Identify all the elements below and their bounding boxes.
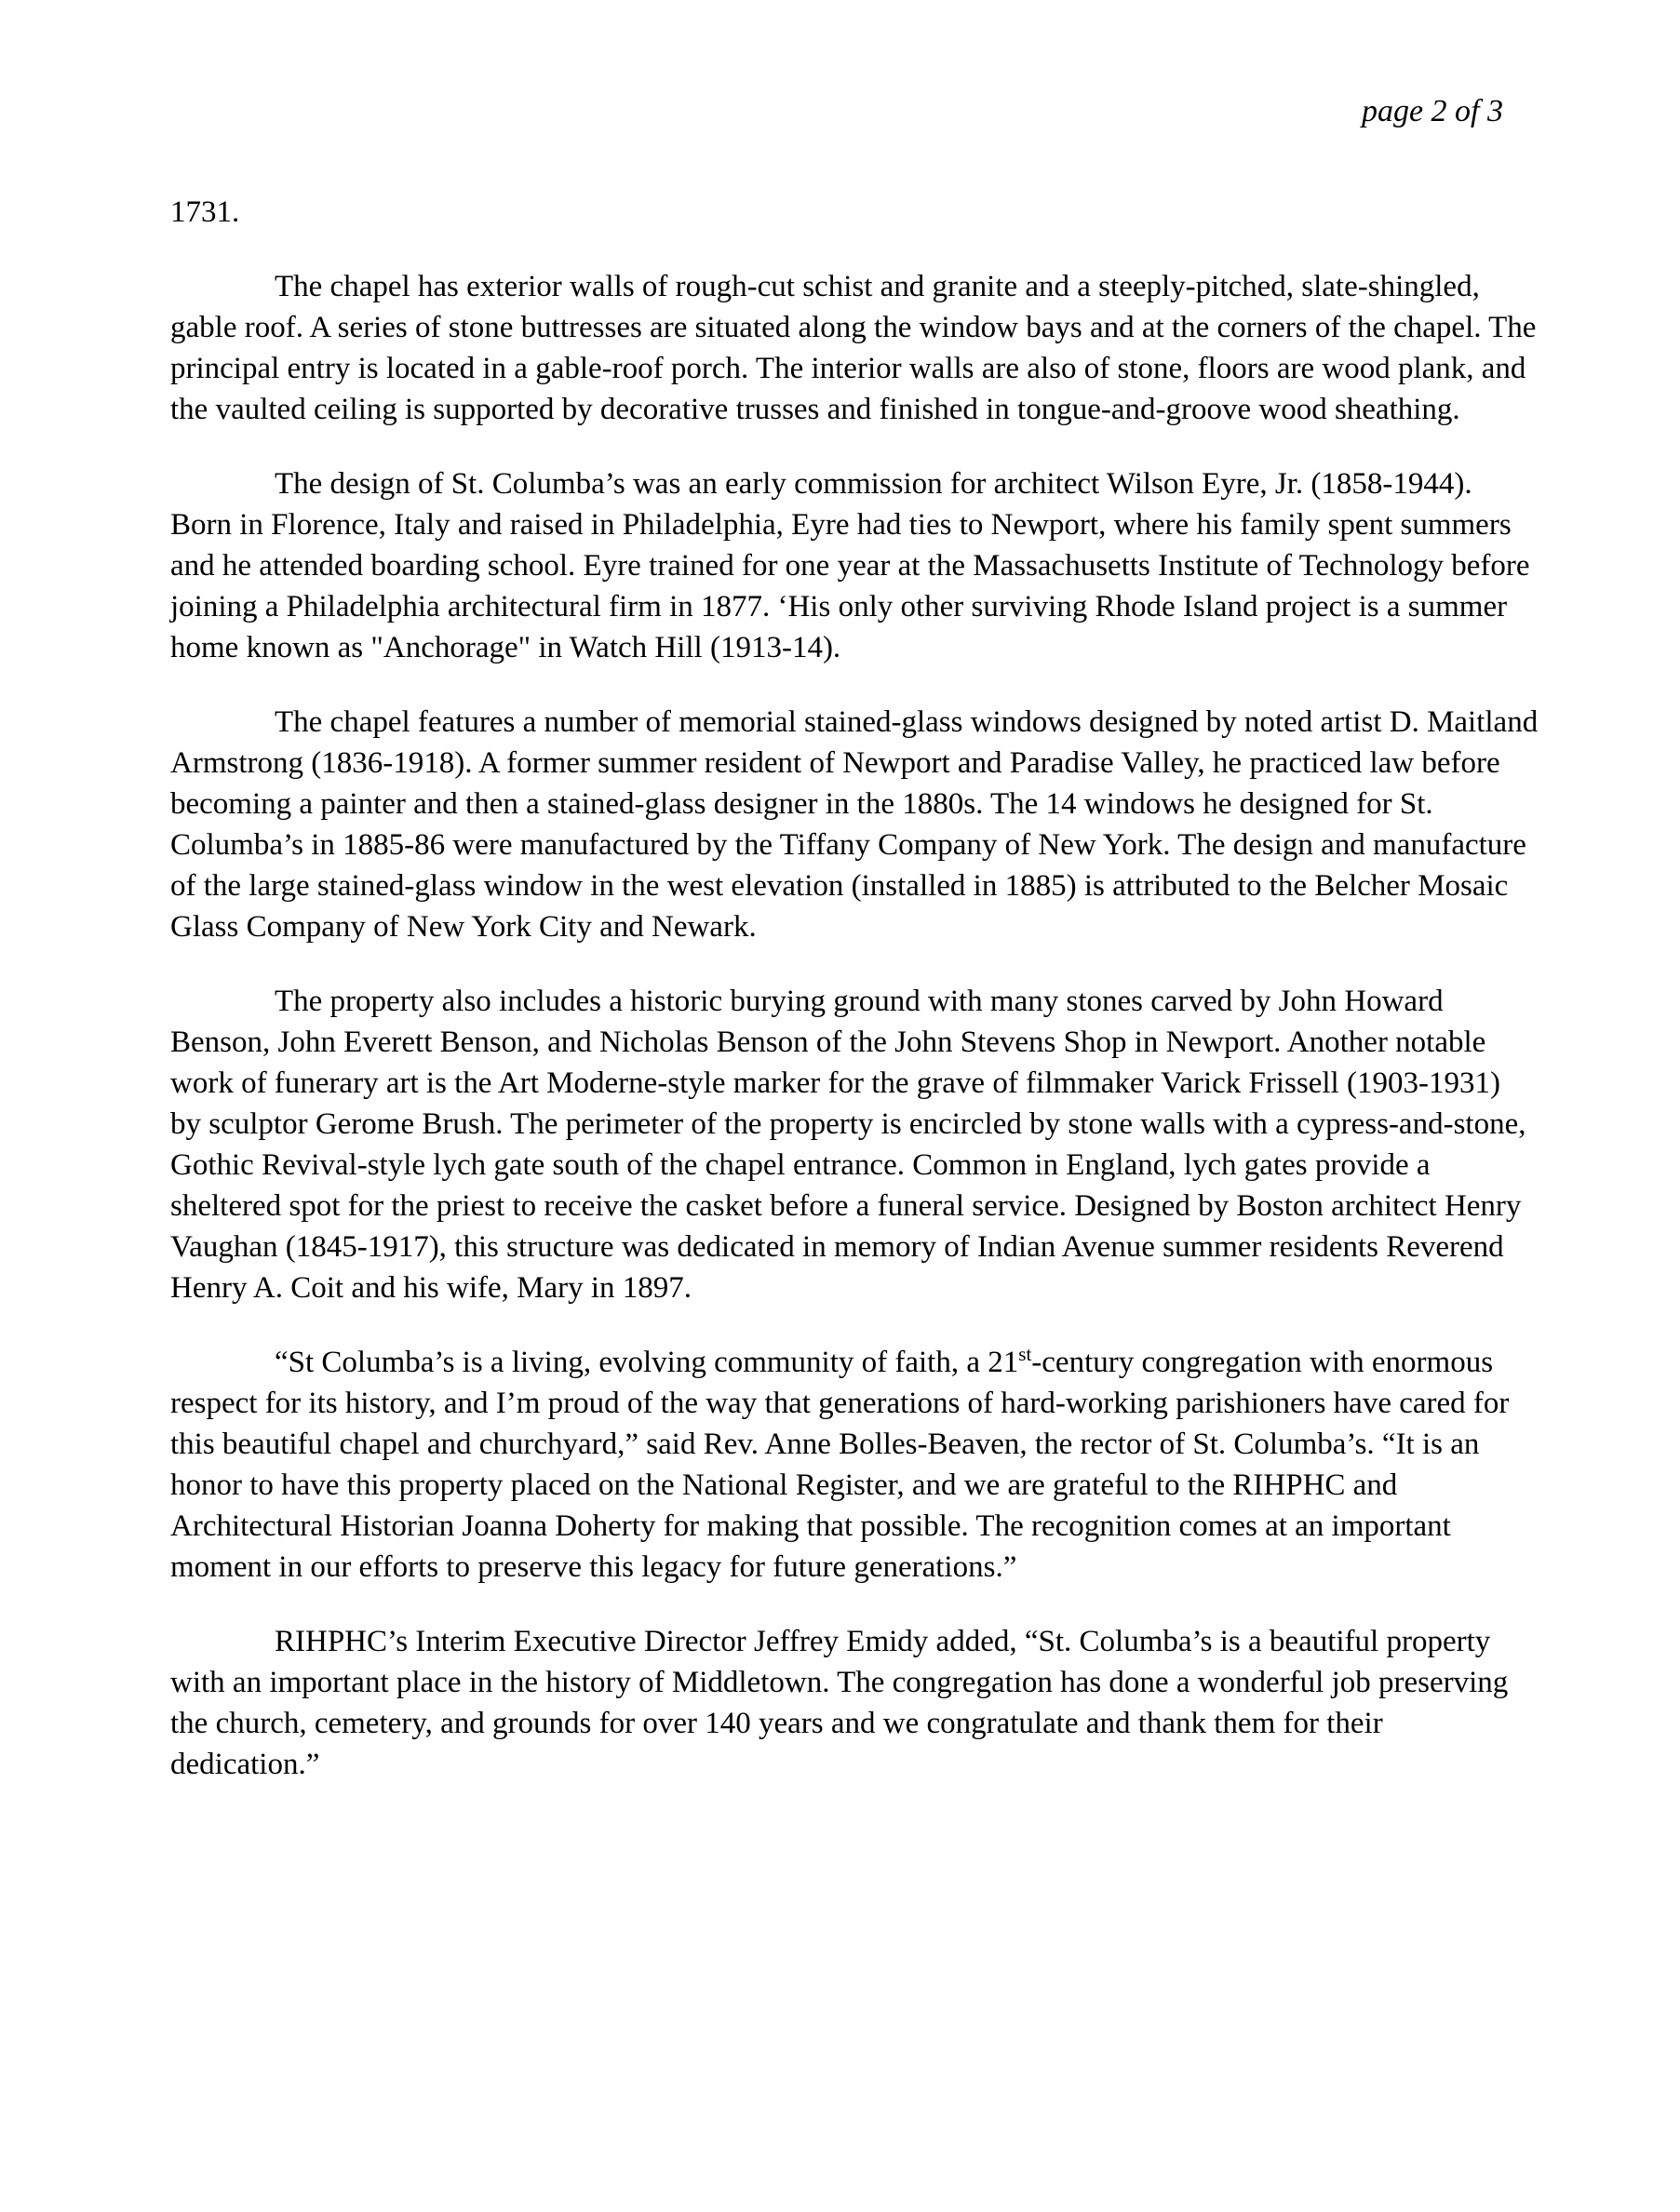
- quote-text-post: -century congregation with enormous respect for its history, and I’m proud of the way that generations of hard-working parishioners have cared for this beautiful chapel and churchyard,” said Rev. Anne Bolles-Beaven, the rector of St. Columba’s. “It is an honor to have this property placed on the National Register, and we are grateful to the RIHPHC and Architectural Historian Joanna Doherty for making that possible. The recognition comes at an important moment in our efforts to preserve this legacy for future generations.”: [170, 1346, 1510, 1584]
- paragraph-rector-quote: [170, 1342, 1539, 1588]
- paragraph-stained-glass: The chapel features a number of memorial stained-glass windows designed by noted artist D. Maitland Armstrong (1836-1918). A former summer resident of Newport and Paradise Valley, he practiced law before becoming a painter and then a stained-glass designer in the 1880s. The 14 windows he designed for St. Columba’s in 1885-86 were manufactured by the Tiffany Company of New York. The design and manufacture of the large stained-glass window in the west elevation (installed in 1885) is attributed to the Belcher Mosaic Glass Company of New York City and Newark.: [170, 705, 1539, 944]
- page-number-label: page 2 of 3: [1361, 94, 1503, 128]
- paragraph-wilson-eyre: The design of St. Columba’s was an early commission for architect Wilson Eyre, Jr. (1858-1944). Born in Florence, Italy and raised in Philadelphia, Eyre had ties to Newport, where his family spent summers and he attended boarding school. Eyre trained for one year at the Massachusetts Institute of Technology before joining a Philadelphia architectural firm in 1877. ‘His only other surviving Rhode Island project is a summer home known as "Anchorage" in Watch Hill (1913-14).: [170, 467, 1530, 664]
- document-body: [170, 192, 1539, 1785]
- paragraph-director-quote: RIHPHC’s Interim Executive Director Jeffrey Emidy added, “St. Columba’s is a beautiful property with an important place in the history of Middletown. The congregation has done a wonderful job preserving the church, cemetery, and grounds for over 140 years and we congratulate and thank them for their dedication.”: [170, 1625, 1509, 1781]
- paragraph-chapel-exterior: The chapel has exterior walls of rough-cut schist and granite and a steeply-pitched, slate-shingled, gable roof. A series of stone buttresses are situated along the window bays and at the corners of the chapel. The principal entry is located in a gable-roof porch. The interior walls are also of stone, floors are wood plank, and the vaulted ceiling is supported by decorative trusses and finished in tongue-and-groove wood sheathing.: [170, 270, 1537, 426]
- quote-text-pre: “St Columba’s is a living, evolving community of faith, a 21: [275, 1346, 1019, 1379]
- ordinal-superscript: st: [1018, 1343, 1032, 1365]
- paragraph-burying-ground: The property also includes a historic burying ground with many stones carved by John Howard Benson, John Everett Benson, and Nicholas Benson of the John Stevens Shop in Newport. Another notable work of funerary art is the Art Moderne-style marker for the grave of filmmaker Varick Frissell (1903-1931) by sculptor Gerome Brush. The perimeter of the property is encircled by stone walls with a cypress-and-stone, Gothic Revival-style lych gate south of the chapel entrance. Common in England, lych gates provide a sheltered spot for the priest to receive the casket before a funeral service. Designed by Boston architect Henry Vaughan (1845-1917), this structure was dedicated in memory of Indian Avenue summer residents Reverend Henry A. Coit and his wife, Mary in 1897.: [170, 985, 1526, 1305]
- paragraph-fragment: 1731.: [170, 195, 240, 229]
